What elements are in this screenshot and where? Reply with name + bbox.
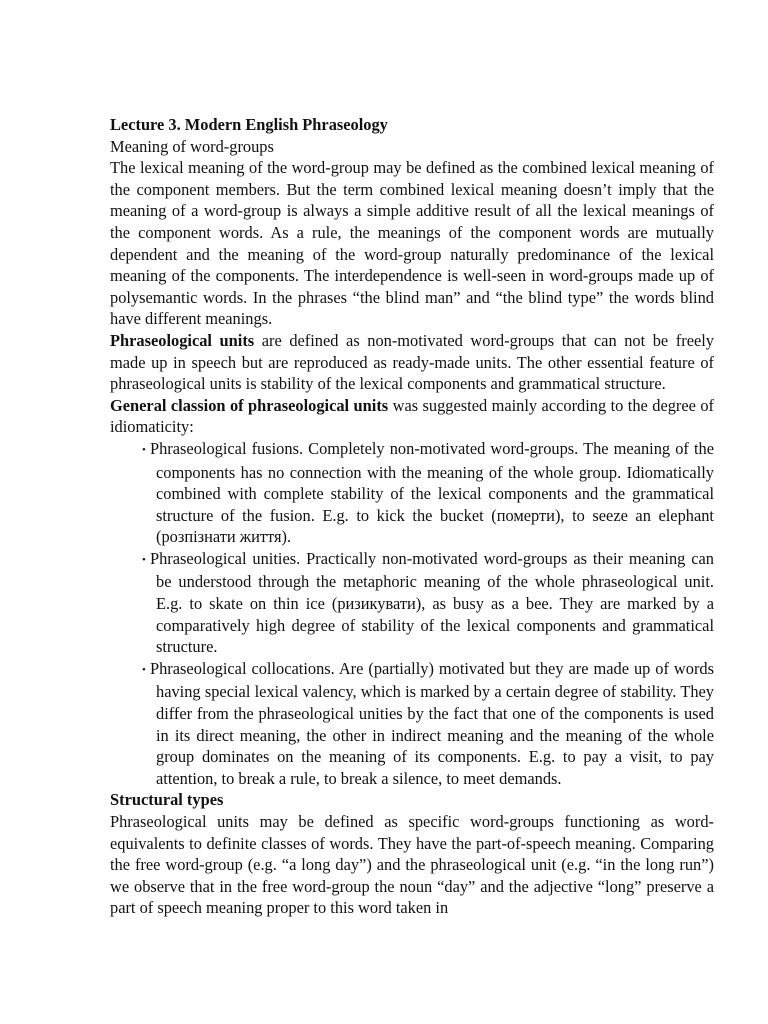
paragraph-structural-types: Phraseological units may be defined as specific word-groups functioning as word-equivalents to definite classes of words. They have the part-of-speech meaning. Comparing the free word-group (e.g. “a long day”) and the phraseological unit (e.g. “in the long run”) we observe that in the free word-group the noun “day” and the adjective “long” preserve a part of speech meaning proper to this word taken in <box>110 812 714 918</box>
bullet-icon: • <box>142 553 146 566</box>
paragraph-general-classification <box>110 395 714 438</box>
paragraph-phraseological-units <box>110 330 714 395</box>
bullet-icon: • <box>142 663 146 676</box>
list-item <box>110 548 714 658</box>
paragraph-word-group-meaning: The lexical meaning of the word-group may be defined as the combined lexical meaning of the component members. But the term combined lexical meaning doesn’t imply that the meaning of a word-group is always a simple additive result of all the lexical meanings of the component words. As a rule, the meanings of the component words are mutually dependent and the meaning of the word-group naturally predominance of the lexical meaning of the components. The interdependence is well-seen in word-groups made up of polysemantic words. In the phrases “the blind man” and “the blind type” the words blind have different meanings. <box>110 158 714 329</box>
paragraph-text: was suggested mainly according to the degree of idiomaticity: <box>110 395 715 437</box>
list-item-text: Phraseological unities. Practically non-motivated word-groups as their meaning can be understood through the metaphoric meaning of the whole phraseological unit. E.g. to skate on thin ice (ризикувати), as busy as a bee. They are marked by a comparatively high degree of stability of the lexical components and grammatical structure. <box>150 548 714 657</box>
classification-list <box>110 438 714 790</box>
paragraph-text: are defined as non-motivated word-groups that can not be freely made up in speech but are reproduced as ready-made units. The other essential feature of phraseological units is stability of the lexical components and grammatical structure. <box>110 330 714 394</box>
section-subtitle: Meaning of word-groups <box>110 136 274 156</box>
list-item <box>110 658 714 790</box>
list-item-text: Phraseological fusions. Completely non-motivated word-groups. The meaning of the components has no connection with the meaning of the whole group. Idiomatically combined with complete stability of the lexical components and the grammatical structure of the fusion. E.g. to kick the bucket (померти), to seeze an elephant (розпізнати життя). <box>150 438 714 547</box>
list-item-text: Phraseological collocations. Are (partially) motivated but they are made up of words having special lexical valency, which is marked by a certain degree of stability. They differ from the phraseological unities by the fact that one of the components is used in its direct meaning, the other in indirect meaning and the meaning of the whole group dominates on the meaning of its components. E.g. to pay a visit, to pay attention, to break a rule, to break a silence, to meet demands. <box>150 658 714 788</box>
list-item <box>110 438 714 548</box>
lecture-title: Lecture 3. Modern English Phraseology <box>110 115 388 134</box>
bullet-icon: • <box>142 443 146 456</box>
term-phraseological-units: Phraseological units <box>110 330 255 350</box>
term-general-classion: General classion of phraseological units <box>110 395 389 415</box>
document-page <box>110 114 714 919</box>
heading-structural-types: Structural types <box>110 790 224 810</box>
